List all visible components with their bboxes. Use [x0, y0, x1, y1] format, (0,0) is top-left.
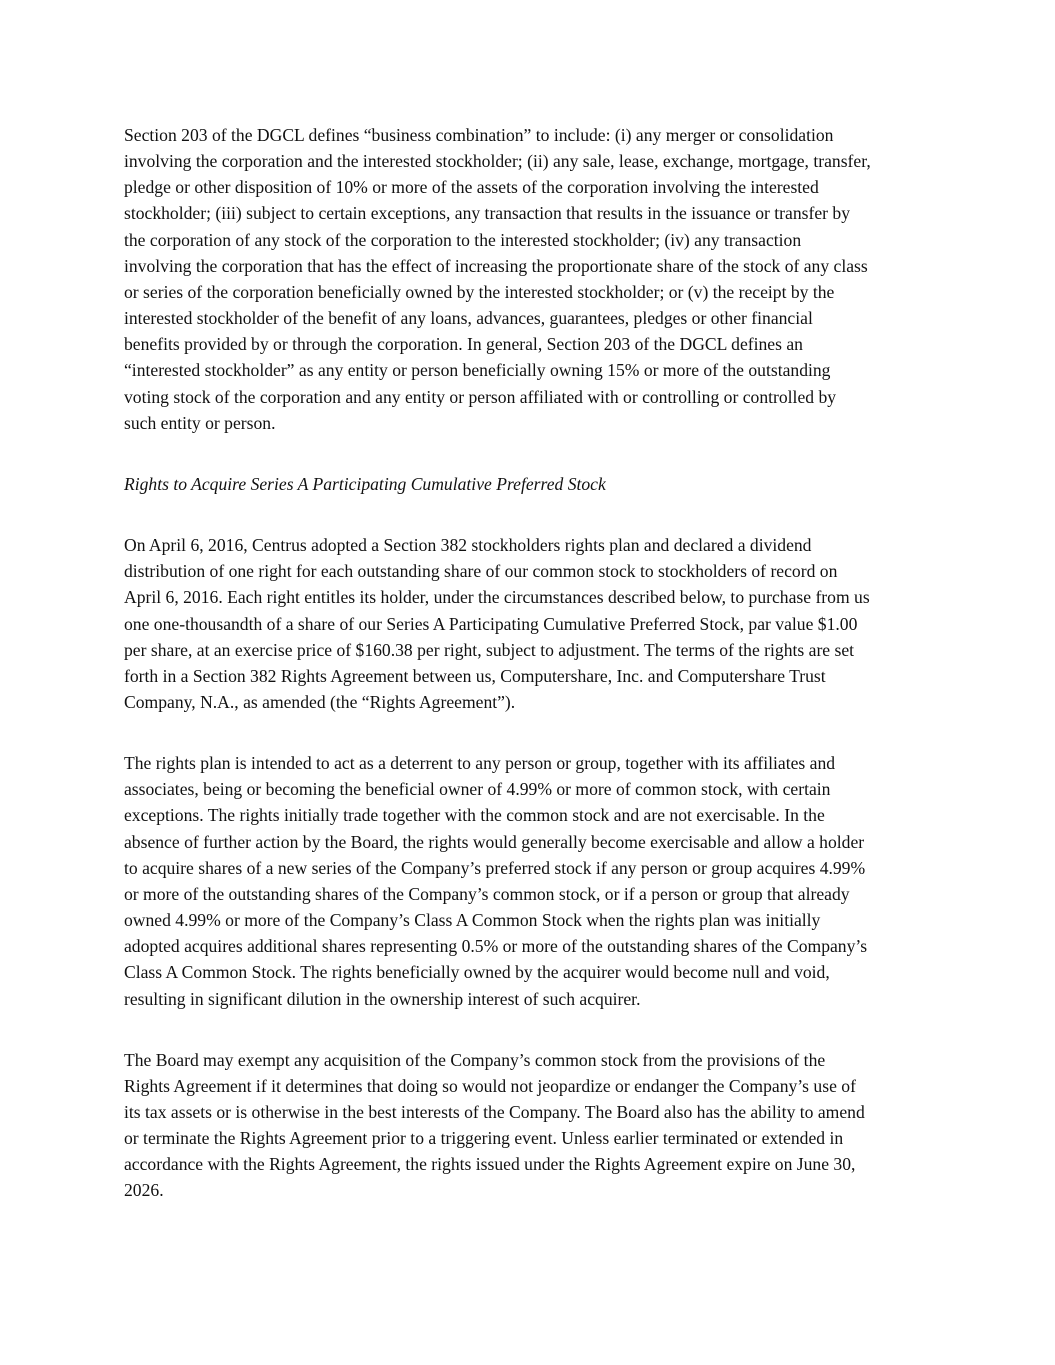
paragraph [124, 532, 944, 715]
text-line: or more of the outstanding shares of the Company’s common stock, or if a person or group that already [124, 883, 850, 904]
text-line: distribution of one right for each outstanding share of our common stock to stockholders of record on [124, 561, 838, 582]
text-line: one one-thousandth of a share of our Series A Participating Cumulative Preferred Stock, par value $1.00 [124, 613, 858, 634]
paragraph [124, 750, 944, 1012]
text-line: forth in a Section 382 Rights Agreement between us, Computershare, Inc. and Computershare Trust [124, 665, 826, 686]
text-line: The rights plan is intended to act as a deterrent to any person or group, together with its affiliates and [124, 753, 836, 774]
text-line: Rights to Acquire Series A Participating Cumulative Preferred Stock [124, 473, 606, 494]
text-line: The Board may exempt any acquisition of the Company’s common stock from the provisions of the [124, 1049, 826, 1070]
text-line: 2026. [124, 1180, 164, 1201]
text-line: per share, at an exercise price of $160.38 per right, subject to adjustment. The terms of the rights are set [124, 639, 855, 660]
text-line: absence of further action by the Board, the rights would generally become exercisable and allow a holder [124, 831, 865, 852]
text-line: exceptions. The rights initially trade together with the common stock and are not exercisable. In the [124, 805, 825, 826]
text-line: Company, N.A., as amended (the “Rights Agreement”). [124, 691, 516, 712]
text-line: or series of the corporation beneficially owned by the interested stockholder; or (v) the receipt by the [124, 281, 835, 302]
text-line: voting stock of the corporation and any entity or person affiliated with or controlling or controlled by [124, 386, 837, 407]
text-line: to acquire shares of a new series of the Company’s preferred stock if any person or group acquires 4.99% [124, 857, 866, 878]
text-line: On April 6, 2016, Centrus adopted a Section 382 stockholders rights plan and declared a dividend [124, 535, 812, 556]
document-body [124, 122, 944, 1239]
paragraph [124, 1047, 944, 1204]
paragraph [124, 122, 944, 436]
text-line: resulting in significant dilution in the ownership interest of such acquirer. [124, 988, 641, 1009]
text-line: April 6, 2016. Each right entitles its holder, under the circumstances described below, to purchase from us [124, 587, 870, 608]
text-line: associates, being or becoming the beneficial owner of 4.99% or more of common stock, with certain [124, 779, 831, 800]
text-line: Rights Agreement if it determines that doing so would not jeopardize or endanger the Company’s use of [124, 1075, 856, 1096]
text-line: the corporation of any stock of the corporation to the interested stockholder; (iv) any transaction [124, 229, 802, 250]
text-line: or terminate the Rights Agreement prior to a triggering event. Unless earlier terminated or extended in [124, 1128, 844, 1149]
text-line: pledge or other disposition of 10% or more of the assets of the corporation involving the interested [124, 177, 819, 198]
text-line: adopted acquires additional shares representing 0.5% or more of the outstanding shares of the Company’s [124, 936, 868, 957]
text-line: interested stockholder of the benefit of any loans, advances, guarantees, pledges or other financial [124, 308, 813, 329]
text-line: benefits provided by or through the corporation. In general, Section 203 of the DGCL defines an [124, 334, 803, 355]
text-line: such entity or person. [124, 412, 276, 433]
text-line: Class A Common Stock. The rights beneficially owned by the acquirer would become null and void, [124, 962, 830, 983]
section-heading [124, 471, 944, 497]
text-line: involving the corporation and the interested stockholder; (ii) any sale, lease, exchange, mortgage, transfer, [124, 151, 871, 172]
text-line: Section 203 of the DGCL defines “business combination” to include: (i) any merger or consolidation [124, 125, 834, 145]
text-line: “interested stockholder” as any entity or person beneficially owning 15% or more of the outstanding [124, 360, 831, 381]
text-line: its tax assets or is otherwise in the best interests of the Company. The Board also has the ability to amend [124, 1102, 865, 1122]
text-line: owned 4.99% or more of the Company’s Class A Common Stock when the rights plan was initially [124, 910, 821, 931]
text-line: accordance with the Rights Agreement, the rights issued under the Rights Agreement expire on June 30, [124, 1154, 856, 1175]
text-line: stockholder; (iii) subject to certain exceptions, any transaction that results in the issuance or transfer by [124, 203, 851, 224]
text-line: involving the corporation that has the effect of increasing the proportionate share of the stock of any class [124, 255, 868, 276]
